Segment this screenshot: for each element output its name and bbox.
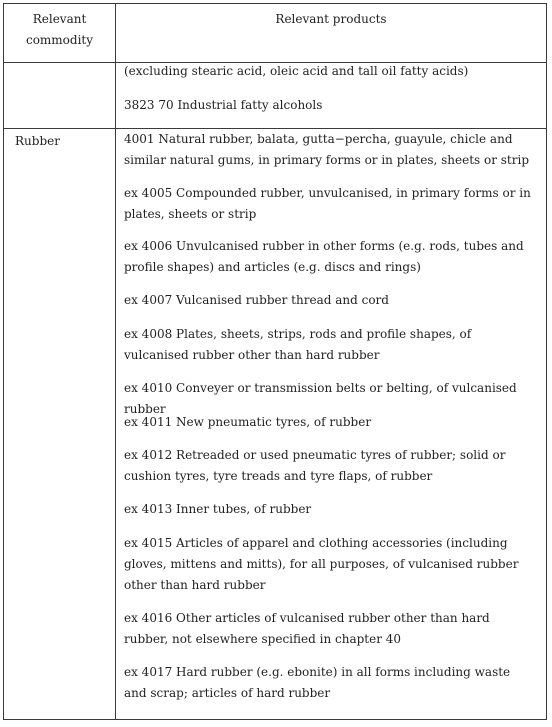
commodity-rubber: Rubber xyxy=(15,134,60,148)
product-entry: ex 4005 Compounded rubber, unvulcanised, in primary forms or in plates, sheets or strip xyxy=(124,186,531,221)
product-entry: ex 4011 New pneumatic tyres, of rubber xyxy=(124,415,372,429)
product-entry: ex 4007 Vulcanised rubber thread and cord xyxy=(124,293,389,307)
header-commodity-line2: commodity xyxy=(25,33,94,47)
product-entry: ex 4016 Other articles of vulcanised rubber other than hard rubber, not elsewhere specified in chapter 40 xyxy=(124,611,490,646)
product-entry: ex 4017 Hard rubber (e.g. ebonite) in all forms including waste and scrap; articles of hard rubber xyxy=(124,665,511,700)
product-entry: 3823 70 Industrial fatty alcohols xyxy=(124,98,323,112)
header-commodity xyxy=(4,9,115,51)
product-entry: ex 4006 Unvulcanised rubber in other forms (e.g. rods, tubes and profile shapes) and articles (e.g. discs and rings) xyxy=(124,239,524,274)
column-divider xyxy=(115,4,116,719)
product-entry: (excluding stearic acid, oleic acid and tall oil fatty acids) xyxy=(124,64,469,78)
product-entry: ex 4008 Plates, sheets, strips, rods and profile shapes, of vulcanised rubber other than hard rubber xyxy=(124,327,472,362)
product-entry: 4001 Natural rubber, balata, gutta−percha, guayule, chicle and similar natural gums, in primary forms or in plates, sheets or strip xyxy=(124,132,529,167)
product-entry: ex 4012 Retreaded or used pneumatic tyres of rubber; solid or cushion tyres, tyre treads and tyre flaps, of rubber xyxy=(124,448,506,483)
product-entry: ex 4010 Conveyer or transmission belts or belting, of vulcanised rubber xyxy=(124,381,517,416)
header-products: Relevant products xyxy=(275,12,387,26)
header-commodity-line1: Relevant xyxy=(32,12,87,26)
product-entry: ex 4015 Articles of apparel and clothing accessories (including gloves, mittens and mitts), for all purposes, of vulcanised rubber other than hard rubber xyxy=(124,536,519,592)
product-entry: ex 4013 Inner tubes, of rubber xyxy=(124,502,312,516)
